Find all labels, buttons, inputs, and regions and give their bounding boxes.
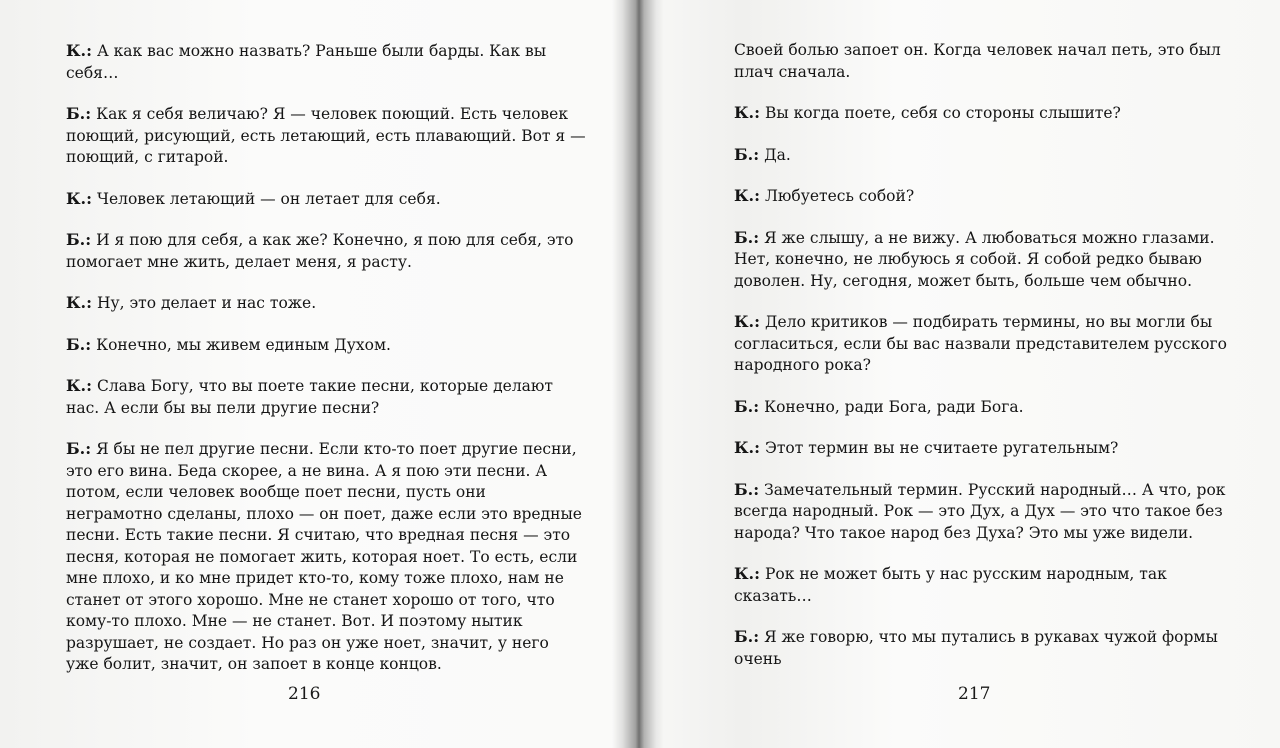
dialogue-paragraph <box>734 311 1244 377</box>
speaker-label: Б.: <box>734 227 760 247</box>
paragraph-text: Этот термин вы не считаете ругательным? <box>760 439 1119 457</box>
paragraph-text: Я же говорю, что мы путались в рукавах чужой формы очень <box>734 628 1218 668</box>
dialogue-paragraph <box>734 479 1244 545</box>
paragraph-text: А как вас можно назвать? Раньше были барды. Как вы себя… <box>66 42 547 82</box>
paragraph-text: Конечно, мы живем единым Духом. <box>91 335 391 354</box>
paragraph-text: Замечательный термин. Русский народный… А что, рок всегда народный. Рок — это Дух, а Дух — это что такое без народа? Что такое народ без Духа? Это мы уже видели. <box>734 480 1226 542</box>
speaker-label: Б.: <box>734 144 760 164</box>
right-page-number: 217 <box>958 684 991 704</box>
right-page <box>734 40 1244 689</box>
dialogue-paragraph <box>734 102 1244 125</box>
paragraph-text: Слава Богу, что вы поете такие песни, которые делают нас. А если бы вы пели другие песни? <box>66 377 553 417</box>
paragraph-text: Ну, это делает и нас тоже. <box>92 294 317 312</box>
speaker-label: К.: <box>66 293 93 312</box>
dialogue-paragraph <box>66 229 586 273</box>
paragraph-text: Я же слышу, а не вижу. А любоваться можно глазами. Нет, конечно, не любуюсь я собой. Я собой редко бываю доволен. Ну, сегодня, может быть, больше чем обычно. <box>734 228 1215 290</box>
dialogue-paragraph <box>734 185 1244 208</box>
paragraph-text: Вы когда поете, себя со стороны слышите? <box>760 104 1121 122</box>
paragraph-text: И я пою для себя, а как же? Конечно, я пою для себя, это помогает мне жить, делает меня, я расту. <box>66 231 574 271</box>
speaker-label: К.: <box>734 438 761 457</box>
speaker-label: Б.: <box>734 396 760 416</box>
dialogue-paragraph <box>66 334 586 357</box>
dialogue-paragraph <box>734 40 1244 83</box>
left-page-number: 216 <box>288 684 321 704</box>
paragraph-text: Человек летающий — он летает для себя. <box>92 189 441 208</box>
paragraph-text: Своей болью запоет он. Когда человек начал петь, это был плач сначала. <box>734 41 1221 81</box>
speaker-label: К.: <box>734 186 761 205</box>
dialogue-paragraph <box>734 563 1244 607</box>
paragraph-text: Конечно, ради Бога, ради Бога. <box>759 397 1024 416</box>
dialogue-paragraph <box>734 144 1244 167</box>
paragraph-text: Как я себя величаю? Я — человек поющий. Есть человек поющий, рисующий, есть летающий, есть плавающий. Вот я — поющий, с гитарой. <box>66 105 586 166</box>
dialogue-paragraph <box>66 103 586 169</box>
speaker-label: Б.: <box>66 230 92 249</box>
speaker-label: Б.: <box>66 334 92 354</box>
paragraph-text: Дело критиков — подбирать термины, но вы могли бы согласиться, если бы вас назвали представителем русского народного рока? <box>734 313 1227 374</box>
left-page <box>66 40 586 695</box>
paragraph-text: Рок не может быть у нас русским народным, так сказать… <box>734 565 1167 605</box>
speaker-label: Б.: <box>734 479 760 499</box>
dialogue-paragraph <box>66 188 586 211</box>
speaker-label: К.: <box>734 103 761 122</box>
dialogue-paragraph <box>734 437 1244 460</box>
dialogue-paragraph <box>734 626 1244 670</box>
speaker-label: Б.: <box>734 627 760 646</box>
speaker-label: К.: <box>66 41 93 60</box>
paragraph-text: Я бы не пел другие песни. Если кто-то поет другие песни, это его вина. Беда скорее, а не вина. А я пою эти песни. А потом, если человек вообще поет песни, пусть они неграмотно сделаны, плохо — он поет, даже если это вредные песни. Есть такие песни. Я считаю, что вредная песня — это песня, которая не помогает жить, которая ноет. То есть, если мне плохо, и ко мне придет кто-то, кому тоже плохо, нам не станет от этого хорошо. Мне не станет хорошо от того, что кому-то плохо. Мне — не станет. Вот. И поэтому нытик разрушает, не создает. Но раз он уже ноет, значит, у него уже болит, значит, он запоет в конце концов. <box>66 440 582 673</box>
dialogue-paragraph <box>734 396 1244 419</box>
dialogue-paragraph <box>734 227 1244 293</box>
paragraph-text: Любуетесь собой? <box>760 187 915 205</box>
dialogue-paragraph <box>66 375 586 419</box>
speaker-label: К.: <box>66 188 93 208</box>
speaker-label: Б.: <box>66 104 92 123</box>
dialogue-paragraph <box>66 438 586 676</box>
dialogue-paragraph <box>66 40 586 84</box>
speaker-label: Б.: <box>66 439 92 458</box>
speaker-label: К.: <box>66 376 93 395</box>
dialogue-paragraph <box>66 292 586 315</box>
book-gutter <box>612 0 664 748</box>
speaker-label: К.: <box>734 564 761 583</box>
speaker-label: К.: <box>734 312 761 331</box>
paragraph-text: Да. <box>759 145 791 164</box>
